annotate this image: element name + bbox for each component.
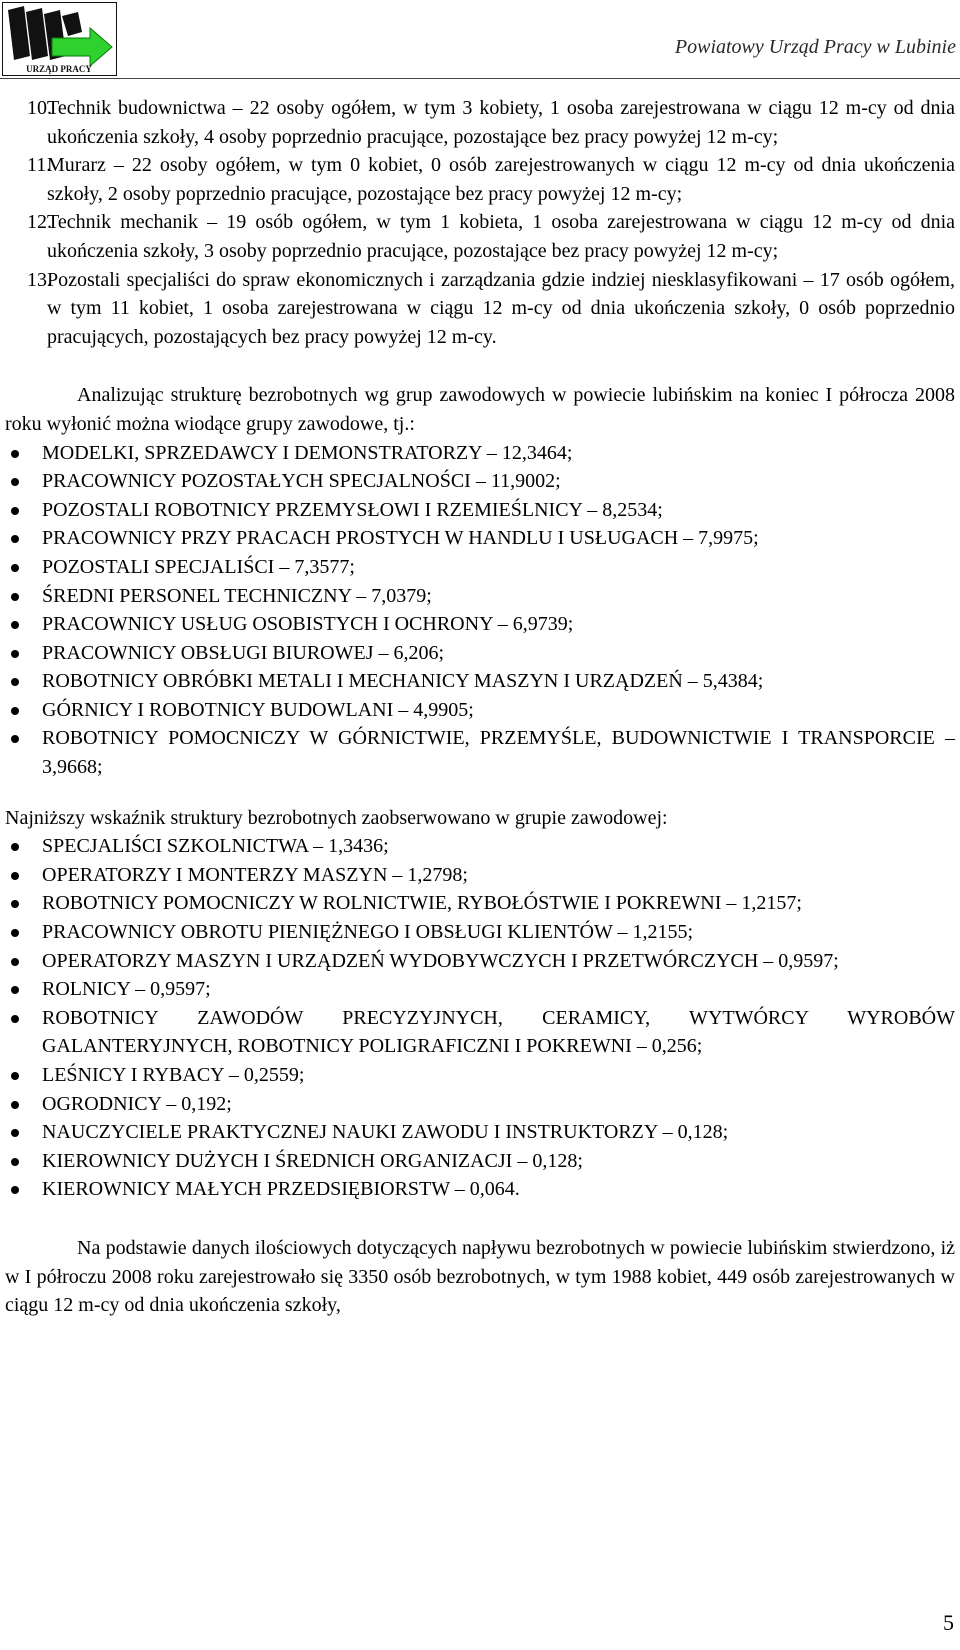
closing-paragraph: Na podstawie danych ilościowych dotyczących napływu bezrobotnych w powiecie lubińskim stwierdzono, iż w I półroczu 2008 roku zarejestrowało się 3350 osób bezrobotnych, w tym 1988 kobiet, 449 osób zarejestrowanych w ciągu 12 m-cy od dnia ukończenia szkoły,	[5, 1236, 955, 1317]
analysis-intro: Analizując strukturę bezrobotnych wg grup zawodowych w powiecie lubińskim na koniec I półrocza 2008 roku wyłonić można wiodące grupy zawodowe, tj.:	[5, 384, 955, 435]
list-item: OPERATORZY MASZYN I URZĄDZEŃ WYDOBYWCZYCH I PRZETWÓRCZYCH – 0,9597;	[5, 947, 955, 976]
office-name: Powiatowy Urząd Pracy w Lubinie	[674, 36, 956, 58]
list-item: POZOSTALI SPECJALIŚCI – 7,3577;	[5, 553, 955, 582]
list-item: SPECJALIŚCI SZKOLNICTWA – 1,3436;	[5, 832, 955, 861]
page-header	[0, 0, 960, 84]
list-item: ŚREDNI PERSONEL TECHNICZNY – 7,0379;	[5, 582, 955, 611]
list-item: PRACOWNICY USŁUG OSOBISTYCH I OCHRONY – 6,9739;	[5, 610, 955, 639]
occupation-list	[5, 94, 955, 351]
list-item: PRACOWNICY PRZY PRACACH PROSTYCH W HANDLU I USŁUGACH – 7,9975;	[5, 524, 955, 553]
list-item: 11. Murarz – 22 osoby ogółem, w tym 0 kobiet, 0 osób zarejestrowanych w ciągu 12 m-cy od dnia ukończenia szkoły, 2 osoby poprzednio pracujące, pozostające bez pracy powyżej 12 m-cy;	[27, 154, 955, 205]
list-item: 10. Technik budownictwa – 22 osoby ogółem, w tym 3 kobiety, 1 osoba zarejestrowana w ciągu 12 m-cy od dnia ukończenia szkoły, 4 osoby poprzednio pracujące, pozostające bez pracy powyżej 12 m-cy;	[27, 97, 955, 148]
urzad-pracy-logo	[2, 2, 117, 76]
list-item: ROBOTNICY OBRÓBKI METALI I MECHANICY MASZYN I URZĄDZEŃ – 5,4384;	[5, 667, 955, 696]
list-item: LEŚNICY I RYBACY – 0,2559;	[5, 1061, 955, 1090]
list-item: PRACOWNICY OBROTU PIENIĘŻNEGO I OBSŁUGI KLIENTÓW – 1,2155;	[5, 918, 955, 947]
list-item: KIEROWNICY DUŻYCH I ŚREDNICH ORGANIZACJI – 0,128;	[5, 1147, 955, 1176]
list-item: ROLNICY – 0,9597;	[5, 975, 955, 1004]
page-number: 5	[943, 1610, 954, 1635]
list-item: OPERATORZY I MONTERZY MASZYN – 1,2798;	[5, 861, 955, 890]
list-item: NAUCZYCIELE PRAKTYCZNEJ NAUKI ZAWODU I INSTRUKTORZY – 0,128;	[5, 1118, 955, 1147]
list-item: 13. Pozostali specjaliści do spraw ekonomicznych i zarządzania gdzie indziej niesklasyfikowani – 17 osób ogółem, w tym 11 kobiet, 1 osoba zarejestrowana w ciągu 12 m-cy od dnia ukończenia szkoły, 0 osób poprzednio pracujących, pozostających bez pracy powyżej 12 m-cy.	[27, 268, 955, 348]
list-item: POZOSTALI ROBOTNICY PRZEMYSŁOWI I RZEMIEŚLNICY – 8,2534;	[5, 496, 955, 525]
leading-groups-list	[5, 439, 955, 782]
header-divider	[0, 78, 960, 79]
list-item: GÓRNICY I ROBOTNICY BUDOWLANI – 4,9905;	[5, 696, 955, 725]
lowest-intro: Najniższy wskaźnik struktury bezrobotnych zaobserwowano w grupie zawodowej:	[5, 806, 668, 829]
document-body	[5, 94, 955, 1320]
lowest-groups-list	[5, 832, 955, 1204]
list-item: PRACOWNICY OBSŁUGI BIUROWEJ – 6,206;	[5, 639, 955, 668]
list-item: PRACOWNICY POZOSTAŁYCH SPECJALNOŚCI – 11,9002;	[5, 467, 955, 496]
list-item: OGRODNICY – 0,192;	[5, 1090, 955, 1119]
list-item: ROBOTNICY ZAWODÓW PRECYZYJNYCH, CERAMICY, WYTWÓRCY WYROBÓW GALANTERYJNYCH, ROBOTNICY POLIGRAFICZNI I POKREWNI – 0,256;	[5, 1004, 955, 1061]
list-item: MODELKI, SPRZEDAWCY I DEMONSTRATORZY – 12,3464;	[5, 439, 955, 468]
list-item: ROBOTNICY POMOCNICZY W ROLNICTWIE, RYBOŁÓSTWIE I POKREWNI – 1,2157;	[5, 889, 955, 918]
list-item: 12. Technik mechanik – 19 osób ogółem, w tym 1 kobieta, 1 osoba zarejestrowana w ciągu 12 m-cy od dnia ukończenia szkoły, 3 osoby poprzednio pracujące, pozostające bez pracy powyżej 12 m-cy;	[27, 211, 955, 262]
list-item: ROBOTNICY POMOCNICZY W GÓRNICTWIE, PRZEMYŚLE, BUDOWNICTWIE I TRANSPORCIE – 3,9668;	[5, 724, 955, 781]
logo-graphic	[2, 2, 117, 76]
svg-text:URZĄD PRACY: URZĄD PRACY	[26, 64, 92, 74]
list-item: KIEROWNICY MAŁYCH PRZEDSIĘBIORSTW – 0,064.	[5, 1175, 955, 1204]
